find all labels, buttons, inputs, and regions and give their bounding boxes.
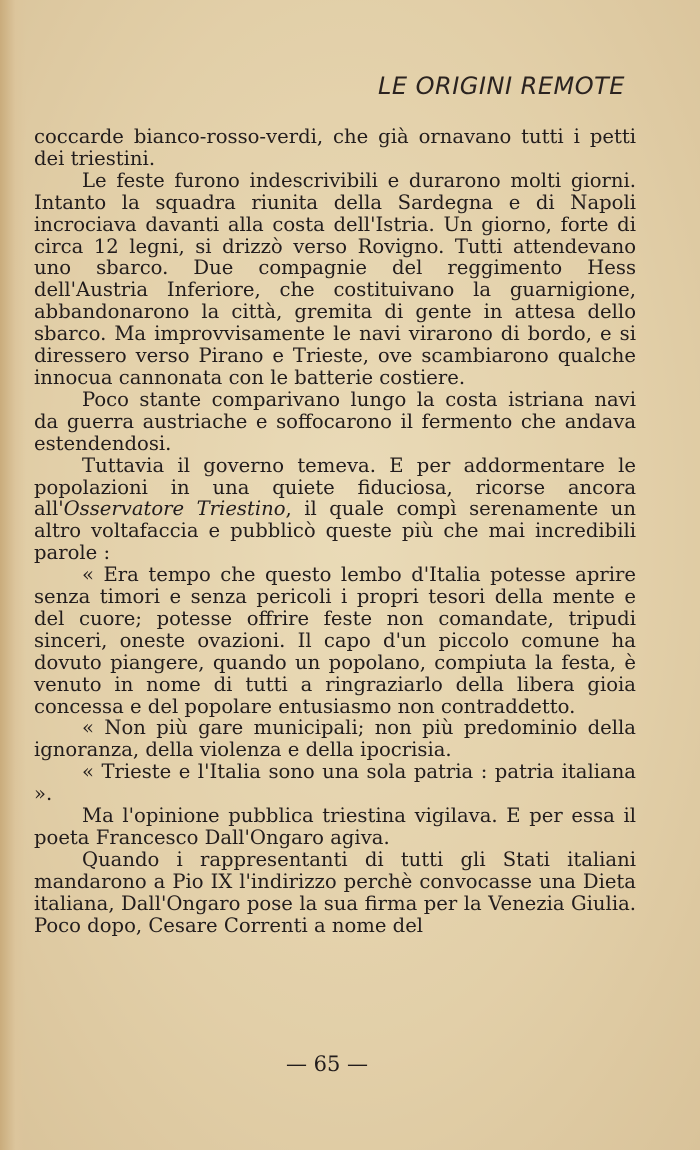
paragraph-9: Quando i rappresentanti di tutti gli Stati italiani mandarono a Pio IX l'indirizzo perchè convocasse una Dieta italiana, Dall'Ongaro pose la sua firma per la Venezia Giulia. Poco dopo, Cesare Correnti a nome del xyxy=(34,847,636,937)
paragraph-1: coccarde bianco-rosso-verdi, che già ornavano tutti i petti dei triestini. xyxy=(34,125,636,170)
paragraph-2: Le feste furono indescrivibili e durarono molti giorni. Intanto la squadra riunita della Sardegna e di Napoli incrociava davanti alla costa dell'Istria. Un giorno, forte di circa 12 legni, si drizzò verso Rovigno. Tutti attendevano uno sbarco. Due compagnie del reggimento Hess dell'Austria Inferiore, che costituivano la guarnigione, abbandonarono la città, gremita di gente in attesa dello sbarco. Ma improvvisamente le navi virarono di bordo, e si diressero verso Pirano e Trieste, ove scambiarono qualche innocua cannonata con le batterie costiere. xyxy=(34,168,636,389)
running-header: LE ORIGINI REMOTE xyxy=(378,72,625,100)
page-number: — 65 — xyxy=(285,1052,369,1076)
paragraph-4 xyxy=(34,455,636,565)
newspaper-title: Osservatore Triestino xyxy=(63,497,286,521)
paragraph-3: Poco stante comparivano lungo la costa istriana navi da guerra austriache e soffocarono il fermento che andava estendendosi. xyxy=(34,387,636,455)
quote-paragraph-3: « Trieste e l'Italia sono una sola patria : patria italiana ». xyxy=(34,760,636,806)
body-text xyxy=(34,126,636,937)
page-edge-shadow xyxy=(0,0,26,1150)
quote-paragraph-2: « Non più gare municipali; non più predominio della ignoranza, della violenza e della ipocrisia. xyxy=(34,716,636,762)
paragraph-4-end: , il quale compì serenamente un altro voltafaccia e pubblicò queste più che mai incredibili parole : xyxy=(34,497,637,565)
paragraph-4-start: Tuttavia il governo temeva. E per addormentare le popolazioni in una quiete fiduciosa, ricorse ancora all' xyxy=(34,453,636,521)
paragraph-8: Ma l'opinione pubblica triestina vigilava. E per essa il poeta Francesco Dall'Ongaro agiva. xyxy=(34,804,636,849)
quote-paragraph-1: « Era tempo che questo lembo d'Italia potesse aprire senza timori e senza pericoli i propri tesori della mente e del cuore; potesse offrire feste non comandate, tripudi sinceri, oneste ovazioni. Il capo d'un piccolo comune ha dovuto piangere, quando un popolano, compiuta la festa, è venuto in nome di tutti a ringraziarlo della libera gioia concessa e del popolare entusiasmo non contraddetto. xyxy=(34,563,636,718)
